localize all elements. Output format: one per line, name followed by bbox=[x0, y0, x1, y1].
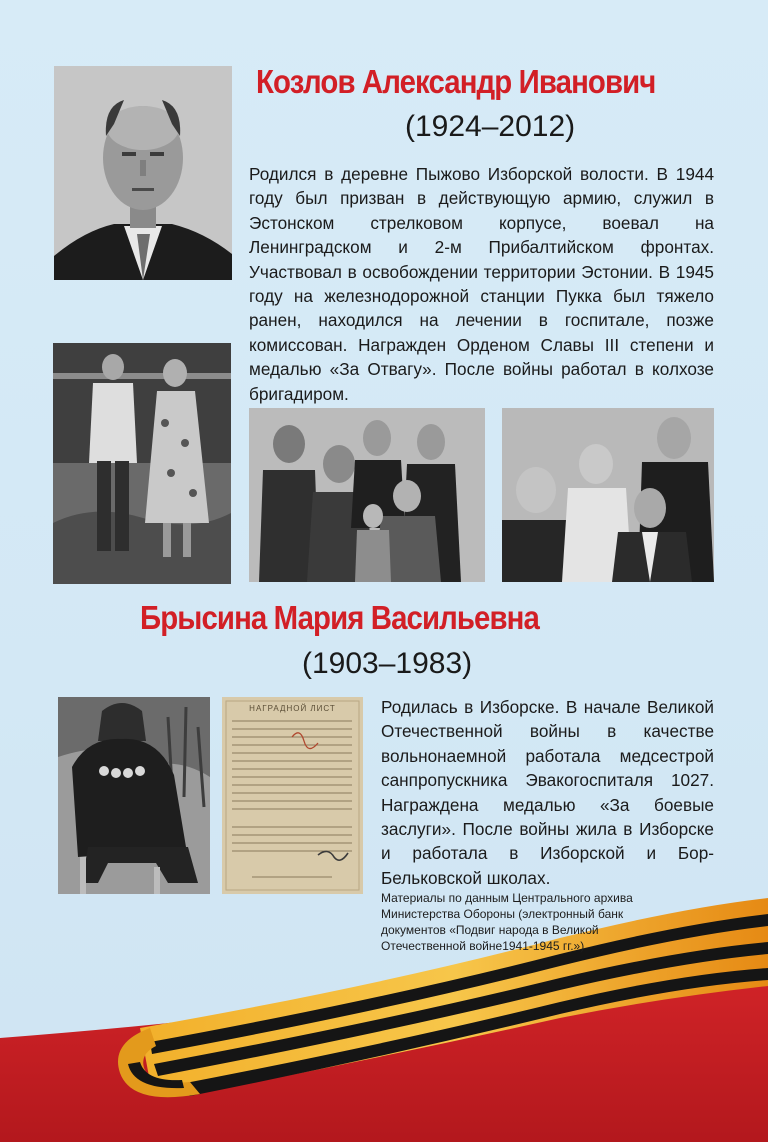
person1-bio: Родился в деревне Пыжово Изборской волости. В 1944 году был призван в действующую армию, служил в Эстонском стрелковом корпусе, воевал на Ленинградском и 2-м Прибалтийском фронтах. Участвовал в освобождении территории Эстонии. В 1945 году на железнодорожной станции Пукка был тяжело ранен, находился на лечении в госпитале, позже комиссован. Награжден Орденом Славы III степени и медалью «За Отвагу». После войны работал в колхозе бригадиром. bbox=[249, 164, 714, 404]
person2-name: Брысина Мария Васильевна bbox=[140, 599, 539, 636]
photo-couple-garden bbox=[53, 343, 231, 584]
photo-family-group-1 bbox=[249, 408, 485, 582]
person2-years: (1903–1983) bbox=[302, 647, 473, 680]
photo-seated-woman bbox=[58, 697, 210, 894]
award-document-heading: НАГРАДНОЙ ЛИСТ bbox=[249, 704, 336, 713]
person2-bio: Родилась в Изборске. В начале Великой Отечественной войны в качестве вольнонаемной работала медсестрой санпропускника Эвакогоспиталя 1027. Награждена медалью «За боевые заслуги». После войны жила в Изборске и работала в Изборской и Бор-Бельковской школах. bbox=[381, 697, 714, 888]
photo-family-group-2 bbox=[502, 408, 714, 582]
person1-name: Козлов Александр Иванович bbox=[256, 63, 656, 100]
person1-years: (1924–2012) bbox=[405, 110, 576, 143]
award-document bbox=[222, 697, 363, 894]
source-note: Материалы по данным Центрального архива Министерства Обороны (электронный банк документов «Подвиг народа в Великой Отечественной войне1941-1945 гг.») bbox=[381, 891, 633, 953]
portrait-kozlov bbox=[54, 66, 232, 280]
